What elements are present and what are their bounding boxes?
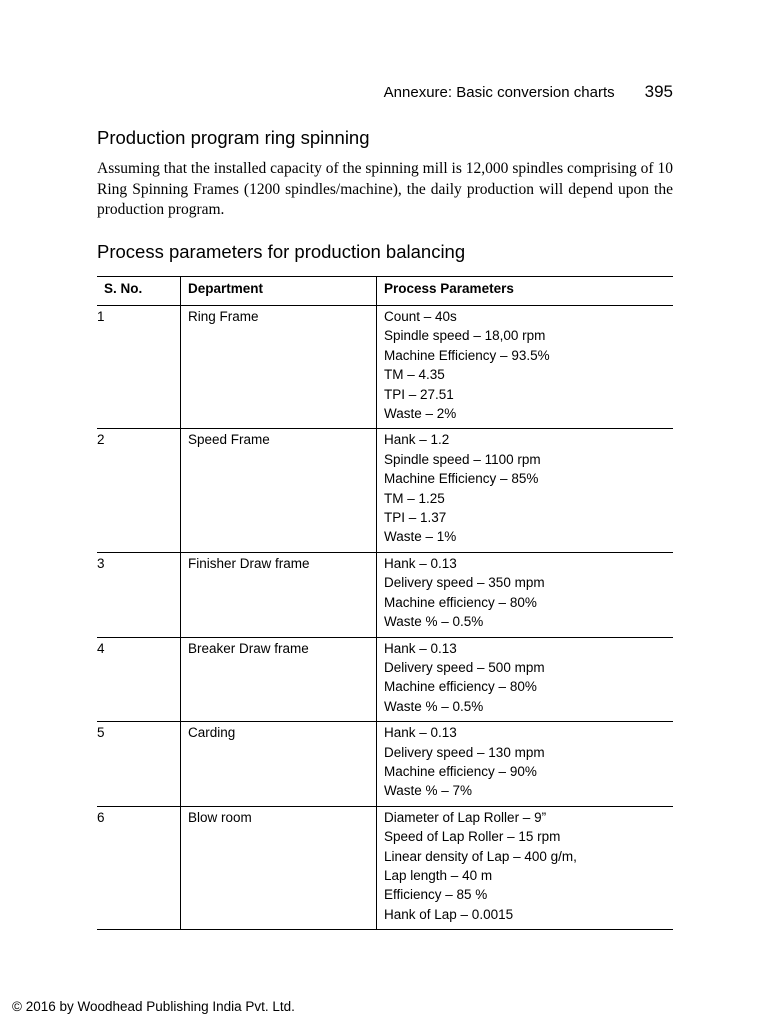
table-body: [97, 306, 673, 930]
parameter-line: TM – 1.25: [384, 490, 445, 506]
table-row: [97, 429, 673, 552]
cell-process-parameters: [377, 429, 674, 552]
parameter-line: Waste % – 7%: [384, 783, 473, 799]
parameter-line: Linear density of Lap – 400 g/m,: [384, 848, 577, 864]
cell-department: Carding: [181, 722, 377, 807]
cell-sno: 6: [97, 806, 181, 929]
parameter-line: Machine Efficiency – 93.5%: [384, 347, 550, 363]
parameter-line: Delivery speed – 130 mpm: [384, 744, 545, 760]
parameter-line: Waste % – 0.5%: [384, 698, 484, 714]
cell-sno: 2: [97, 429, 181, 552]
header-department: Department: [181, 277, 377, 306]
section-title-process-parameters: Process parameters for production balancing: [97, 241, 466, 262]
cell-department: Finisher Draw frame: [181, 552, 377, 637]
parameter-line: TPI – 27.51: [384, 386, 454, 402]
cell-process-parameters: [377, 806, 674, 929]
cell-process-parameters: [377, 306, 674, 429]
parameter-line: Hank – 0.13: [384, 555, 457, 571]
running-head-title: Annexure: Basic conversion charts: [383, 84, 615, 101]
parameter-line: TM – 4.35: [384, 367, 445, 383]
parameter-line: Delivery speed – 500 mpm: [384, 659, 545, 675]
parameter-line: Machine efficiency – 80%: [384, 679, 537, 695]
parameter-line: Lap length – 40 m: [384, 867, 493, 883]
header-sno: S. No.: [97, 277, 181, 306]
cell-department: Blow room: [181, 806, 377, 929]
table-row: [97, 306, 673, 429]
header-process-parameters: Process Parameters: [377, 277, 674, 306]
table-row: [97, 806, 673, 929]
parameter-line: Delivery speed – 350 mpm: [384, 575, 545, 591]
parameter-line: Waste – 1%: [384, 529, 457, 545]
table-row: [97, 552, 673, 637]
table-row: [97, 722, 673, 807]
parameter-line: Spindle speed – 1100 rpm: [384, 451, 541, 467]
cell-sno: 1: [97, 306, 181, 429]
parameter-line: Hank – 0.13: [384, 725, 457, 741]
cell-sno: 3: [97, 552, 181, 637]
copyright-footer: © 2016 by Woodhead Publishing India Pvt. Ltd.: [12, 999, 295, 1014]
cell-department: Ring Frame: [181, 306, 377, 429]
table-header-row: [97, 277, 673, 306]
parameter-line: Waste % – 0.5%: [384, 614, 484, 630]
intro-paragraph: Assuming that the installed capacity of the spinning mill is 12,000 spindles comprising of 10 Ring Spinning Frames (1200 spindles/machine), the daily production will depend upon the production program.: [97, 160, 673, 218]
parameter-line: Hank – 1.2: [384, 432, 450, 448]
cell-department: Speed Frame: [181, 429, 377, 552]
parameter-line: Spindle speed – 18,00 rpm: [384, 328, 546, 344]
parameter-line: Speed of Lap Roller – 15 rpm: [384, 829, 561, 845]
parameter-line: TPI – 1.37: [384, 510, 447, 526]
parameter-line: Hank – 0.13: [384, 640, 457, 656]
parameter-line: Machine efficiency – 80%: [384, 594, 537, 610]
parameter-line: Hank of Lap – 0.0015: [384, 906, 514, 922]
cell-department: Breaker Draw frame: [181, 637, 377, 722]
table-row: [97, 637, 673, 722]
cell-sno: 5: [97, 722, 181, 807]
process-parameters-table: [97, 276, 673, 930]
cell-process-parameters: [377, 637, 674, 722]
parameter-line: Efficiency – 85 %: [384, 887, 488, 903]
section-title-production-program: Production program ring spinning: [97, 127, 370, 148]
parameter-line: Waste – 2%: [384, 406, 457, 422]
cell-process-parameters: [377, 552, 674, 637]
parameter-line: Diameter of Lap Roller – 9”: [384, 809, 547, 825]
running-head: [97, 82, 673, 102]
parameter-line: Count – 40s: [384, 309, 457, 324]
parameter-line: Machine efficiency – 90%: [384, 763, 537, 779]
cell-sno: 4: [97, 637, 181, 722]
cell-process-parameters: [377, 722, 674, 807]
parameter-line: Machine Efficiency – 85%: [384, 471, 539, 487]
page-number: 395: [644, 82, 673, 101]
